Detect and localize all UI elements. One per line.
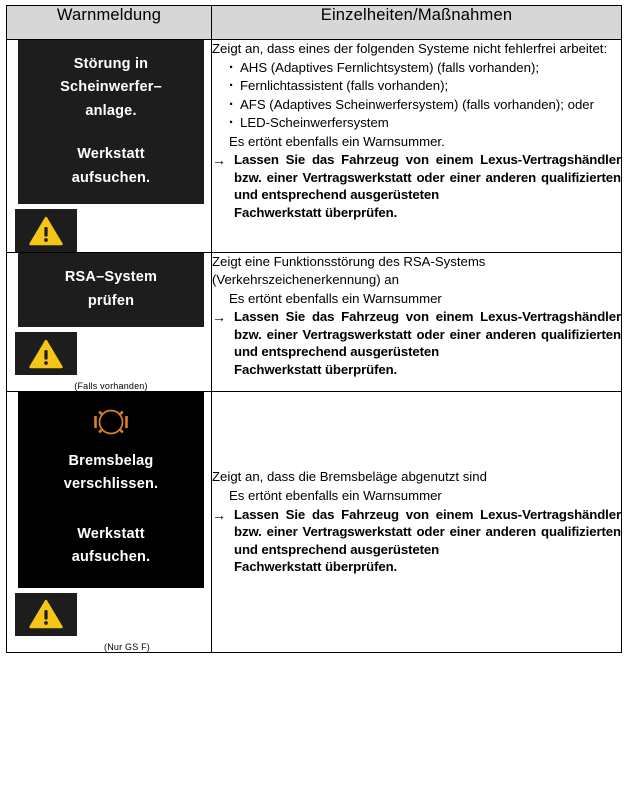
brake-pad-wear-icon: [88, 405, 134, 439]
panel-line: aufsuchen.: [71, 169, 151, 186]
detail-action-last: Fachwerkstatt überprüfen.: [234, 361, 398, 377]
detail-cell-2: [212, 253, 622, 392]
detail-action-last: Fachwerkstatt überprüfen.: [234, 204, 398, 220]
arrow-right-icon: →: [212, 152, 226, 169]
detail-intro: Zeigt an, dass eines der folgenden Systeme nicht fehlerfrei arbeitet:: [212, 41, 608, 56]
display-panel-3: [18, 392, 204, 587]
panel-line: verschlissen.: [63, 476, 159, 493]
display-panel-2: [18, 253, 204, 327]
detail-action-text: Lassen Sie das Fahrzeug von einem Lexus-Vertragshändler bzw. einer Vertragswerkstatt oder einer anderen qualifizierten und entsprechend ausgerüsteten: [234, 309, 621, 360]
panel-line: prüfen: [87, 292, 135, 309]
detail-action-text: Lassen Sie das Fahrzeug von einem Lexus-Vertragshändler bzw. einer Vertragswerkstatt oder einer anderen qualifizierten und entsprechend ausgerüsteten: [234, 506, 621, 557]
detail-note: Es ertönt ebenfalls ein Warnsummer: [229, 290, 442, 306]
warning-triangle-icon: [29, 339, 63, 369]
warning-triangle-tile-3: [15, 593, 77, 636]
header-einzelheiten: Einzelheiten/Maßnahmen: [212, 6, 622, 40]
table-row: [7, 40, 622, 253]
table-row: [7, 392, 622, 652]
list-item: · LED-Scheinwerfersystem: [229, 114, 621, 132]
detail-action: [212, 308, 621, 378]
panel-spacer: [24, 497, 198, 523]
panel-caption-2: (Falls vorhanden): [74, 381, 148, 392]
panel-line: Bremsbelag: [68, 452, 154, 469]
detail-intro: Zeigt an, dass die Bremsbeläge abgenutzt sind: [212, 469, 487, 485]
warning-cell-3: [7, 392, 212, 652]
detail-action-last: Fachwerkstatt überprüfen.: [234, 559, 398, 575]
detail-intro: Zeigt eine Funktionsstörung des RSA-Systems (Verkehrszeichenerkennung) an: [212, 254, 486, 287]
warning-triangle-icon: [29, 599, 63, 629]
panel-line: anlage.: [85, 102, 137, 119]
detail-bullet-list: [212, 59, 621, 132]
panel-line: Werkstatt: [77, 525, 145, 542]
detail-cell-3: [212, 392, 622, 652]
warning-cell-1: [7, 40, 212, 253]
warning-triangle-tile-1: [15, 209, 77, 252]
panel-line: RSA–System: [64, 269, 158, 286]
panel-line: Scheinwerfer–: [60, 79, 162, 96]
header-warnmeldung: Warnmeldung: [7, 6, 212, 40]
display-panel-1: [18, 40, 204, 204]
panel-spacer: [24, 123, 198, 143]
list-item: · Fernlichtassistent (falls vorhanden);: [229, 77, 621, 95]
detail-action: [212, 151, 621, 221]
warning-triangle-tile-2: [15, 332, 77, 375]
detail-action: [212, 506, 621, 576]
panel-line: aufsuchen.: [71, 549, 151, 566]
panel-caption-3: (Nur GS F): [104, 641, 150, 652]
list-item: · AHS (Adaptives Fernlichtsystem) (falls vorhanden);: [229, 59, 621, 77]
table-row: [7, 253, 622, 392]
arrow-right-icon: →: [212, 309, 226, 326]
warning-cell-2: [7, 253, 212, 392]
table-header-row: [7, 6, 622, 40]
warning-message-table: [6, 5, 622, 653]
panel-line: Störung in: [73, 56, 149, 72]
arrow-right-icon: →: [212, 506, 226, 523]
warning-triangle-icon: [29, 216, 63, 246]
detail-note: Es ertönt ebenfalls ein Warnsummer: [229, 488, 442, 503]
list-item: · AFS (Adaptives Scheinwerfersystem) (falls vorhanden); oder: [229, 96, 621, 114]
detail-note: Es ertönt ebenfalls ein Warnsummer.: [229, 133, 445, 149]
panel-line: Werkstatt: [77, 146, 145, 163]
detail-action-text: Lassen Sie das Fahrzeug von einem Lexus-Vertragshändler bzw. einer Vertragswerkstatt oder einer anderen qualifizierten und entsprechend ausgerüsteten: [234, 152, 621, 203]
detail-cell-1: [212, 40, 622, 253]
